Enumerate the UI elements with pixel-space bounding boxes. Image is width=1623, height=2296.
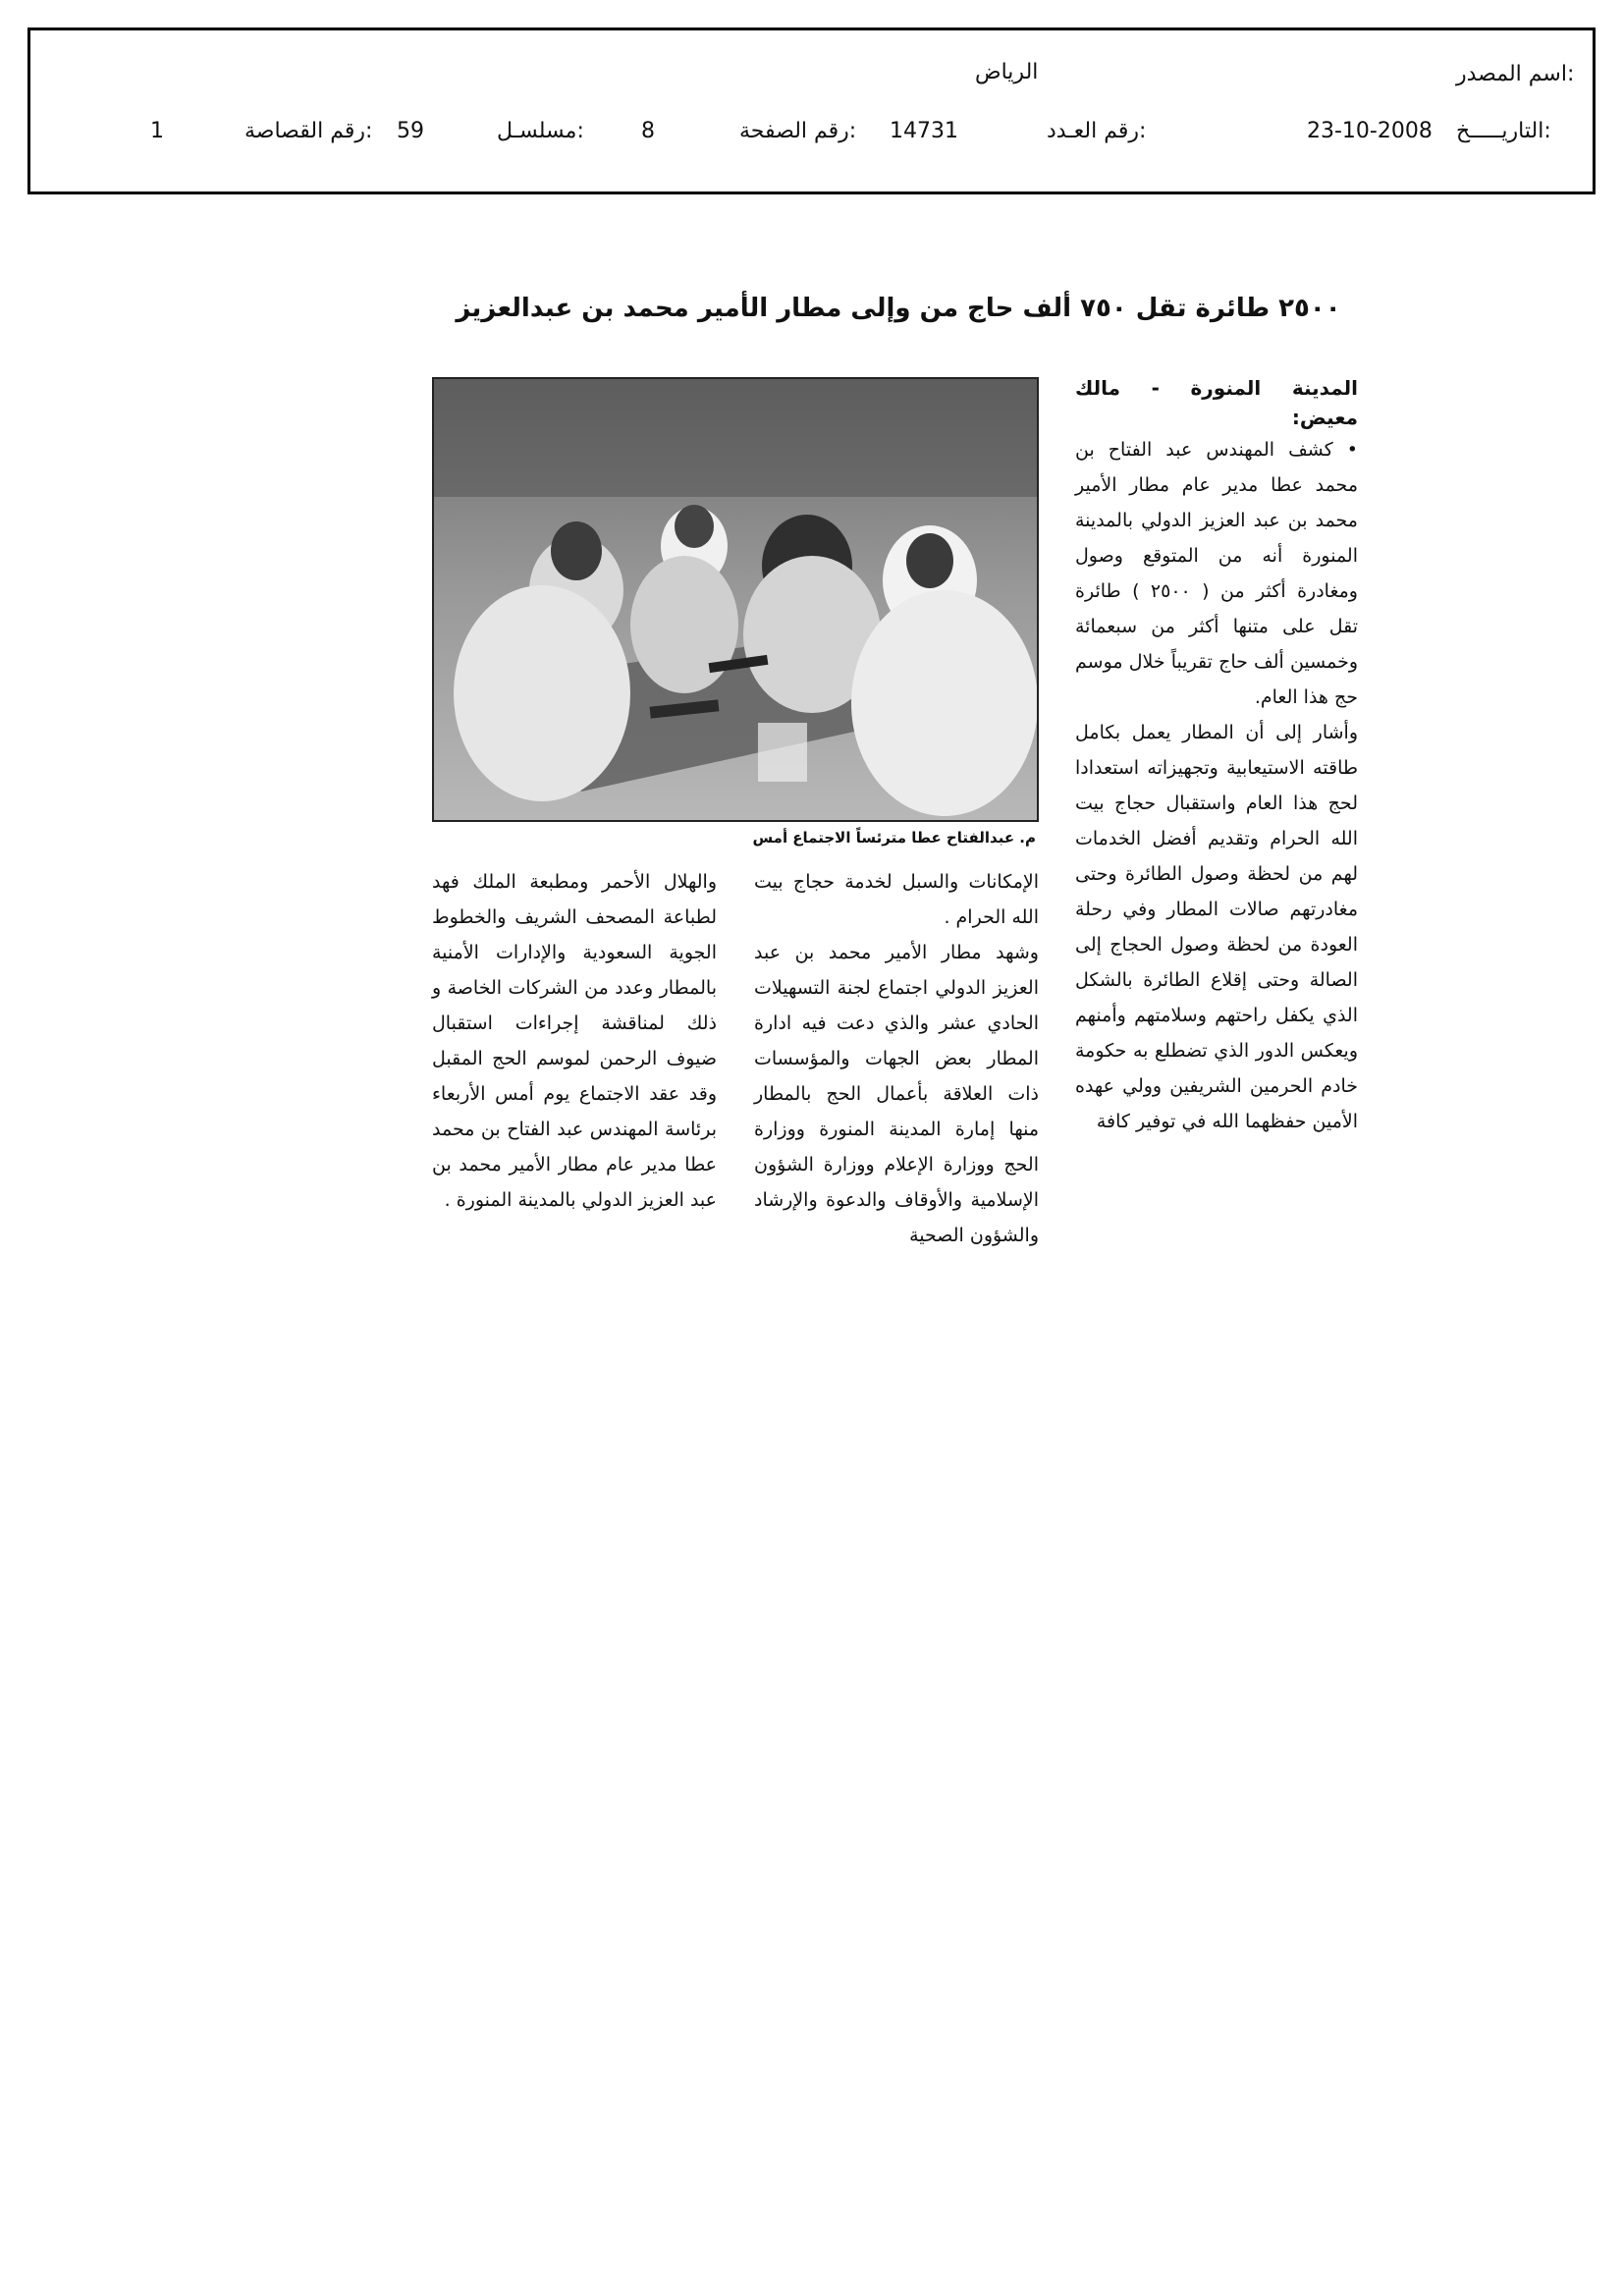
article-byline: المدينة المنورة - مالك معيض: [1075,376,1358,429]
clip-value: 1 [150,119,164,143]
clip-label: رقم القصاصة: [244,119,373,143]
clipping-header [27,27,1596,194]
article-headline: ٢٥٠٠ طائرة تقل ٧٥٠ ألف حاج من وإلى مطار الأمير محمد بن عبدالعزيز [456,294,1341,323]
column-3-paragraph-1: والهلال الأحمر ومطبعة الملك فهد لطباعة المصحف الشريف والخطوط الجوية السعودية والإدارات الأمنية بالمطار وعدد من الشركات الخاصة و ذلك لمناقشة إجراءات استقبال ضيوف الرحمن لموسم الحج المقبل وقد عقد الاجتماع يوم أمس الأربعاء برئاسة المهندس عبد الفتاح بن محمد عطا مدير عام مطار الأمير محمد بن عبد العزيز الدولي بالمدينة المنورة . [432,871,717,1211]
photo-caption: م. عبدالفتاح عطا مترئساً الاجتماع أمس [752,829,1036,847]
issue-label: رقم العـدد: [1047,119,1147,143]
column-1-paragraph-1: • كشف المهندس عبد الفتاح بن محمد عطا مدير عام مطار الأمير محمد بن عبد العزيز الدولي بالمدينة المنورة أنه من المتوقع وصول ومغادرة أكثر من ( ٢٥٠٠ ) طائرة تقل على متنها أكثر من سبعمائة وخمسين ألف حاج تقريباً خلال موسم حج هذا العام. [1075,439,1358,708]
page-value: 8 [641,119,655,143]
article-column-1 [1075,373,1358,1139]
serial-label: مسلسـل: [497,119,584,143]
column-2-paragraph-2: وشهد مطار الأمير محمد بن عبد العزيز الدولي اجتماع لجنة التسهيلات الحادي عشر والذي دعت فيه ادارة المطار بعض الجهات والمؤسسات ذات العلاقة بأعمال الحج بالمطار منها إمارة المدينة المنورة ووزارة الحج ووزارة الإعلام ووزارة الشؤون الإسلامية والأوقاف والدعوة والإرشاد والشؤون الصحية [754,942,1039,1246]
article-column-3 [432,864,717,1218]
source-value: الرياض [975,60,1039,84]
date-value: 23-10-2008 [1307,119,1433,143]
issue-value: 14731 [890,119,958,143]
article-column-2 [754,864,1039,1253]
page-label: رقم الصفحة: [739,119,857,143]
serial-value: 59 [397,119,424,143]
date-label: التاريـــــخ: [1456,119,1551,143]
column-2-paragraph-1: الإمكانات والسبل لخدمة حجاج بيت الله الحرام . [754,871,1039,928]
source-label: اسم المصدر: [1456,62,1575,86]
meeting-photo-graphic [434,379,1037,820]
column-1-paragraph-2: وأشار إلى أن المطار يعمل بكامل طاقته الاستيعابية وتجهيزاته استعدادا لحج هذا العام واستقبال حجاج بيت الله الحرام وتقديم أفضل الخدمات لهم من لحظة وصول الطائرة وحتى مغادرتهم صالات المطار وفي رحلة العودة من لحظة وصول الحجاج إلى الصالة وحتى إقلاع الطائرة بالشكل الذي يكفل راحتهم وسلامتهم وأمنهم ويعكس الدور الذي تضطلع به حكومة خادم الحرمين الشريفين وولي عهده الأمين حفظهما الله في توفير كافة [1075,722,1358,1132]
article-photo [432,377,1039,822]
